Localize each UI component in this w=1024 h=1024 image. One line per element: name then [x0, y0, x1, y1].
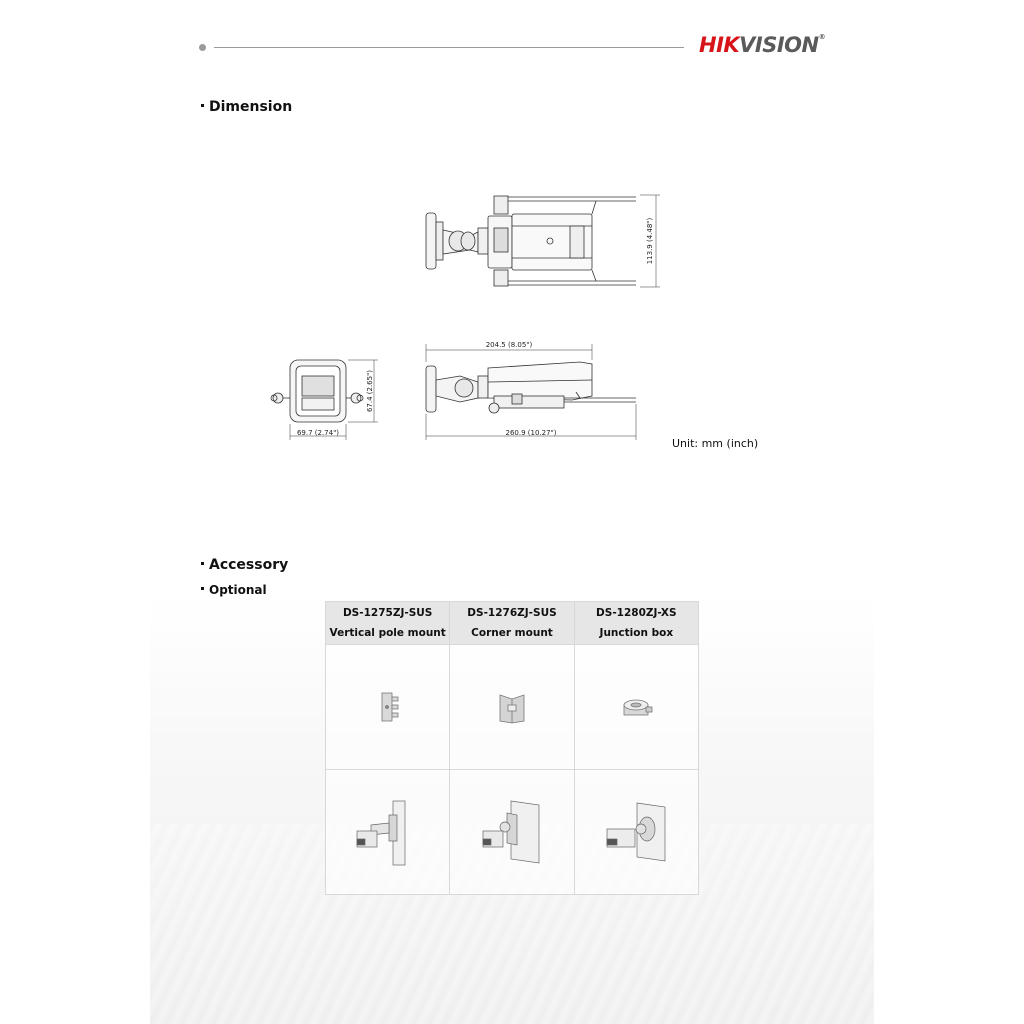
- optional-heading: [201, 583, 267, 597]
- dim-label-front-width: 69.7 (2.74"): [296, 429, 340, 437]
- accessory-name: Corner mount: [471, 627, 553, 639]
- accessory-heading-text: Accessory: [209, 557, 289, 573]
- junction-box-installed-image: [601, 797, 671, 867]
- corner-mount-image: [492, 687, 532, 727]
- dim-label-length-body: 204.5 (8.05"): [485, 341, 533, 349]
- accessory-model: DS-1276ZJ-SUS: [467, 607, 557, 619]
- top-view-drawing: [426, 195, 660, 287]
- accessory-header-cell: [326, 602, 450, 645]
- logo-red-text: HIK: [699, 33, 740, 57]
- accessory-name: Vertical pole mount: [329, 627, 446, 639]
- accessory-model: DS-1280ZJ-XS: [596, 607, 677, 619]
- accessory-image-cell: [450, 770, 574, 895]
- accessory-image-cell: [326, 770, 450, 895]
- accessory-model: DS-1275ZJ-SUS: [342, 607, 433, 619]
- pole-mount-installed-image: [353, 797, 423, 867]
- accessory-image-cell: [574, 645, 698, 770]
- accessory-installed-row: [326, 770, 699, 895]
- dim-label-height-top: 113.9 (4.48"): [646, 217, 654, 265]
- dim-label-front-height: 67.4 (2.65"): [366, 369, 374, 413]
- bullet-icon: [201, 587, 204, 590]
- front-view-drawing: [271, 360, 378, 440]
- optional-heading-text: Optional: [209, 583, 267, 597]
- accessory-image-cell: [326, 645, 450, 770]
- unit-note: Unit: mm (inch): [672, 437, 759, 450]
- accessory-name: Junction box: [599, 627, 674, 639]
- bullet-icon: [201, 562, 204, 565]
- accessory-header-cell: [450, 602, 574, 645]
- corner-mount-installed-image: [477, 797, 547, 867]
- side-view-drawing: [426, 344, 636, 440]
- logo-registered-mark: ®: [818, 33, 826, 41]
- accessory-image-cell: [450, 645, 574, 770]
- logo-grey-text: VISION: [739, 33, 819, 57]
- vertical-pole-mount-image: [368, 687, 408, 727]
- accessory-header-row: [326, 602, 699, 645]
- junction-box-image: [616, 687, 656, 727]
- accessory-header-cell: [574, 602, 698, 645]
- dimension-heading-text: Dimension: [209, 99, 293, 115]
- dim-label-length-total: 260.9 (10.27"): [505, 429, 557, 437]
- accessory-heading: [201, 557, 288, 573]
- accessory-image-cell: [574, 770, 698, 895]
- accessory-product-row: [326, 645, 699, 770]
- accessory-table: [325, 601, 699, 895]
